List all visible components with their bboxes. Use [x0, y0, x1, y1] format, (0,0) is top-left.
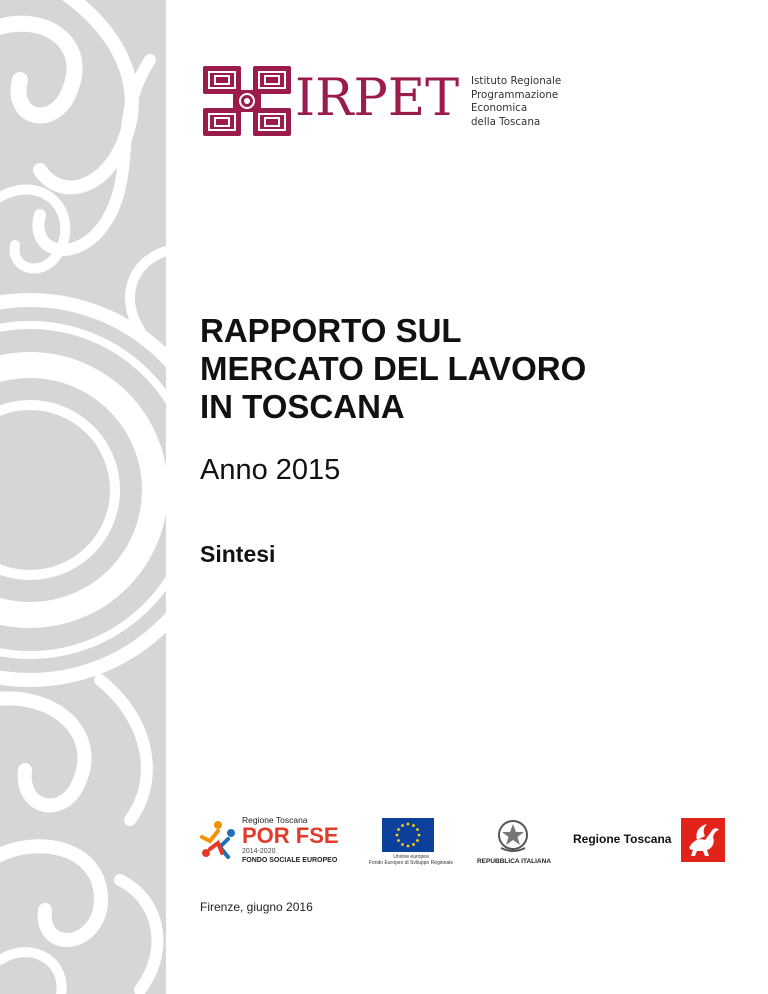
por-fse-logo: [198, 815, 348, 869]
document-title: [200, 312, 586, 426]
document-kind: Sintesi: [200, 541, 276, 567]
eu-caption-line: Unione europea: [393, 854, 429, 860]
eu-flag-icon: [382, 818, 434, 852]
institute-name-line: della Toscana: [471, 115, 541, 128]
people-figures-icon: [198, 819, 238, 863]
irpet-logo: [203, 66, 563, 138]
repubblica-italiana-caption: REPUBBLICA ITALIANA: [476, 858, 552, 865]
institute-name-line: Economica: [471, 102, 528, 114]
document-year: Anno 2015: [200, 454, 341, 486]
eu-caption: [368, 854, 454, 866]
repubblica-italiana-logo: [474, 818, 554, 868]
irpet-wordmark: IRPET: [295, 69, 460, 128]
institute-name-line: Programmazione: [471, 88, 559, 101]
irpet-ornament-icon: [203, 66, 291, 136]
eu-caption-line: Fondo Europeo di Sviluppo Regionale: [368, 860, 454, 866]
pegasus-icon: [681, 818, 725, 862]
institute-name: [471, 75, 561, 129]
italian-emblem-icon: [496, 818, 530, 854]
title-line: RAPPORTO SUL: [200, 312, 462, 349]
por-fse-title: POR FSE: [242, 823, 339, 848]
title-line: IN TOSCANA: [200, 388, 405, 425]
institute-name-line: Istituto Regionale: [471, 75, 562, 87]
regione-toscana-logo: [573, 818, 728, 862]
ornament-pattern: [0, 0, 166, 994]
decorative-side-band: [0, 0, 166, 994]
por-fse-fund: FONDO SOCIALE EUROPEO: [242, 857, 338, 864]
title-line: MERCATO DEL LAVORO: [200, 350, 587, 387]
regione-toscana-name: Regione Toscana: [573, 832, 672, 846]
eu-logo: [368, 818, 458, 868]
por-fse-period: 2014-2020: [242, 848, 276, 855]
publication-place-date: Firenze, giugno 2016: [200, 900, 313, 914]
por-fse-region: Regione Toscana: [242, 815, 308, 825]
